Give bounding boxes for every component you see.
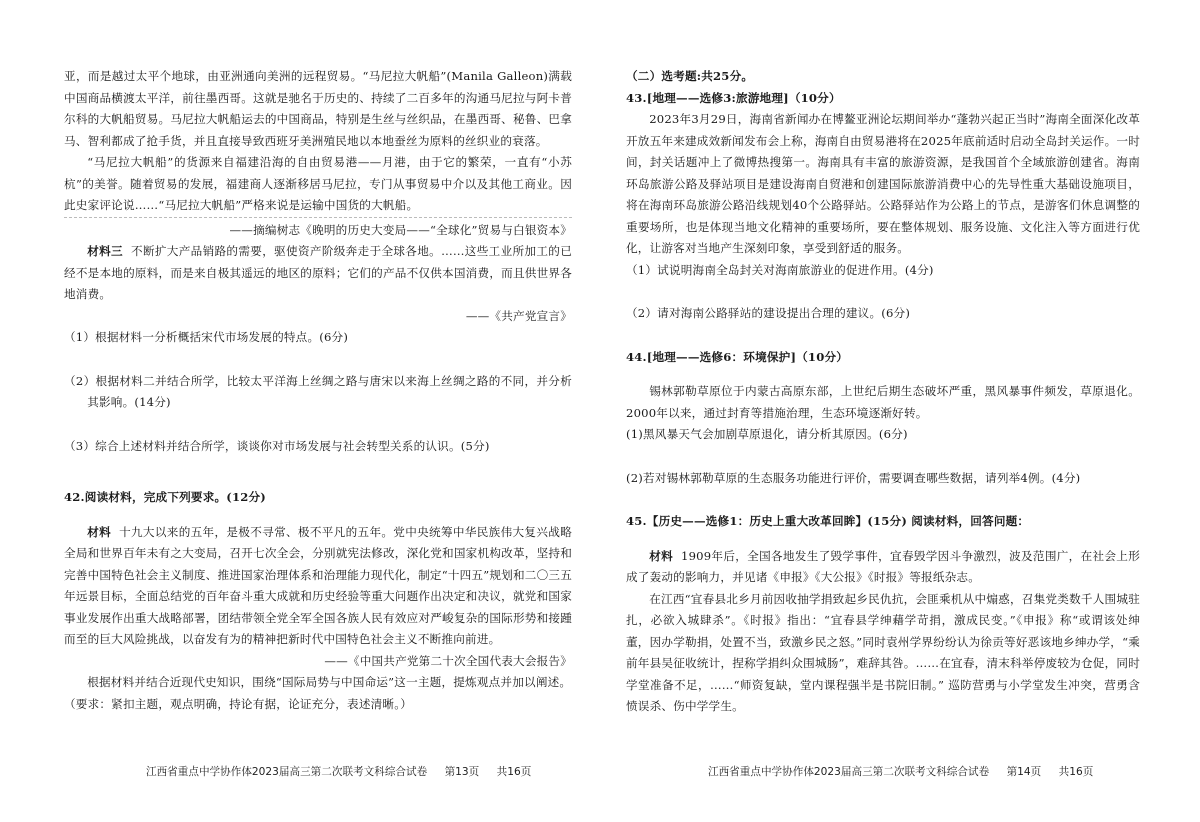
question-45-material-label: 材料	[649, 548, 674, 563]
footer-left-page: 第13页	[444, 766, 480, 778]
question-42-material	[64, 522, 572, 651]
elective-section-heading: （二）选考题:共25分。	[626, 69, 754, 83]
footer-right-total: 共16页	[1058, 766, 1094, 778]
right-column	[626, 66, 1140, 718]
question-45-material-1	[626, 546, 1140, 589]
material-three-text: 不断扩大产品销路的需要，驱使资产阶级奔走于全球各地。……这些工业所加工的已经不是本地的原料，而是来自极其遥远的地区的原料；它们的产品不仅供本国消费，而且供世界各地消费。	[64, 244, 572, 301]
question-42-material-label: 材料	[87, 524, 112, 539]
question-42-heading: 42.阅读材料，完成下列要求。(12分)	[64, 490, 266, 504]
footer-right-title: 江西省重点中学协作体2023届高三第二次联考文科综合试卷	[708, 766, 990, 778]
question-45-material-2: 在江西“宜春县北乡月前因收抽学捐致起乡民仇抗，会匪乘机从中煽惑，召集党类数千人围城驻扎，必欲入城肆杀”。《时报》指出：“宜春县学绅藉学苛捐，激成民变。”《申报》称“或谓该处绅董，因办学勒捐，处置不当，致激乡民之怒。”同时袁州学界纷纷认为徐贡等好恶该地乡绅办学，“乘前年县吴征收统计，捏称学捐纠众围城肠”，难辞其咎。……在宜春，清末科举停废较为仓促，同时学堂准备不足，……“师资复缺，堂内课程强半是书院旧制。” 巡防营勇与小学堂发生冲突，营勇含愤误杀、伤中学学生。	[626, 591, 1140, 713]
question-44-2: (2)若对锡林郭勒草原的生态服务功能进行评价，需要调查哪些数据，请列举4例。(4分)	[626, 470, 1081, 485]
divider-line	[64, 217, 572, 218]
material-three	[64, 241, 572, 306]
question-42-material-text: 十九大以来的五年，是极不寻常、极不平凡的五年。党中央统筹中华民族伟大复兴战略全局和世界百年未有之大变局，召开七次全会，分别就宪法修改，深化党和国家机构改革，坚持和完善中国特色社会主义制度、推进国家治理体系和治理能力现代化，制定“十四五”规划和二〇三五年远景目标，全面总结党的百年奋斗重大成就和历史经验等重大问题作出决定和决议，就党和国家事业发展作出重大战略部署，团结带领全党全军全国各族人民有效应对严峻复杂的国际形势和接踵而至的巨大风险挑战，以奋发有为的精神把新时代中国特色社会主义不断推向前进。	[64, 524, 572, 646]
question-43-2: （2）请对海南公路驿站的建设提出合理的建议。(6分)	[626, 306, 911, 320]
question-43-material: 2023年3月29日，海南省新闻办在博鳌亚洲论坛期间举办“蓬勃兴起正当时”海南全面深化改革开放五年来建成效新闻发布会上称，海南自由贸易港将在2025年底前适时启动全岛封关运作。一时间，封关话题冲上了微博热搜第一。海南具有丰富的旅游资源，是我国首个全域旅游创建省。海南环岛旅游公路及驿站项目是建设海南自贸港和创建国际旅游消费中心的先导性重大基础设施项目，将在海南环岛旅游公路沿线规划40个公路驿站。公路驿站作为公路上的节点，是游客们休息调整的重要场所，也是体现当地文化精神的重要场所，要在整体规划、服务设施、文化注入等方面进行优化，让游客对当地产生深刻印象，享受到舒适的服务。	[626, 112, 1140, 255]
question-43-1: （1）试说明海南全岛封关对海南旅游业的促进作用。(4分)	[626, 262, 934, 277]
question-42-task: 根据材料并结合近现代史知识，围绕“国际局势与中国命运”这一主题，提炼观点并加以阐述。	[87, 675, 572, 689]
material-three-source: ——《共产党宣言》	[465, 308, 572, 323]
material-two-source: ——摘编树志《晚明的历史大变局——“全球化”贸易与白银资本》	[229, 222, 572, 237]
footer-left-title: 江西省重点中学协作体2023届高三第二次联考文科综合试卷	[146, 766, 428, 778]
footer-left-total: 共16页	[496, 766, 532, 778]
footer-left	[146, 764, 545, 779]
question-44-heading: 44.[地理——选修6：环境保护]（10分）	[626, 349, 849, 364]
question-41-3: （3）综合上述材料并结合所学，谈谈你对市场发展与社会转型关系的认识。(5分)	[64, 438, 490, 453]
material-two-paragraph-2: “马尼拉大帆船”的货源来自福建沿海的自由贸易港——月港，由于它的繁荣，一直有“小苏杭”的美誉。随着贸易的发展，福建商人逐渐移居马尼拉，专门从事贸易中介以及其他工商业。因此史家评论说……“马尼拉大帆船”严格来说是运输中国货的大帆船。	[64, 155, 572, 212]
question-42-requirement: （要求：紧扣主题，观点明确，持论有据，论证充分，表述清晰。）	[64, 696, 413, 711]
question-44-1: (1)黑风暴天气会加剧草原退化，请分析其原因。(6分)	[626, 427, 908, 441]
material-three-label: 材料三	[87, 244, 123, 258]
footer-right	[708, 764, 1107, 779]
question-41-2: （2）根据材料二并结合所学，比较太平洋海上丝绸之路与唐宋以来海上丝绸之路的不同，并分析其影响。(14分)	[64, 373, 572, 409]
footer-right-page: 第14页	[1006, 766, 1042, 778]
question-43-heading: 43.[地理——选修3:旅游地理]（10分）	[626, 90, 841, 105]
left-column	[64, 66, 572, 715]
question-45-material-text: 1909年后，全国各地发生了毁学事件，宜春毁学因斗争激烈，波及范围广，在社会上形成了轰动的影响力，并见诸《申报》《大公报》《时报》等报纸杂志。	[626, 548, 1140, 584]
material-two-paragraph-1: 亚，而是越过太平个地球，由亚洲通向美洲的远程贸易。“马尼拉大帆船”(Manila Galleon)满载中国商品横渡太平洋，前往墨西哥。这就是驰名于历史的、持续了二百多年的沟通马尼拉与阿卡普尔科的大帆船贸易。马尼拉大帆船运去的中国商品，特别是生丝与丝织品，在墨西哥、秘鲁、巴拿马、智利都成了抢手货，并且直接导致西班牙美洲殖民地以本地蚕丝为原料的丝织业的衰落。	[64, 69, 572, 148]
question-45-heading: 45.【历史——选修1：历史上重大改革回眸】(15分) 阅读材料，回答问题：	[626, 514, 1030, 528]
question-41-1: （1）根据材料一分析概括宋代市场发展的特点。(6分)	[64, 330, 349, 344]
question-44-material: 锡林郭勒草原位于内蒙古高原东部，上世纪后期生态破坏严重，黑风暴事件频发，草原退化。2000年以来，通过封育等措施治理，生态环境逐渐好转。	[626, 384, 1140, 420]
question-42-source: ——《中国共产党第二十次全国代表大会报告》	[324, 653, 572, 668]
